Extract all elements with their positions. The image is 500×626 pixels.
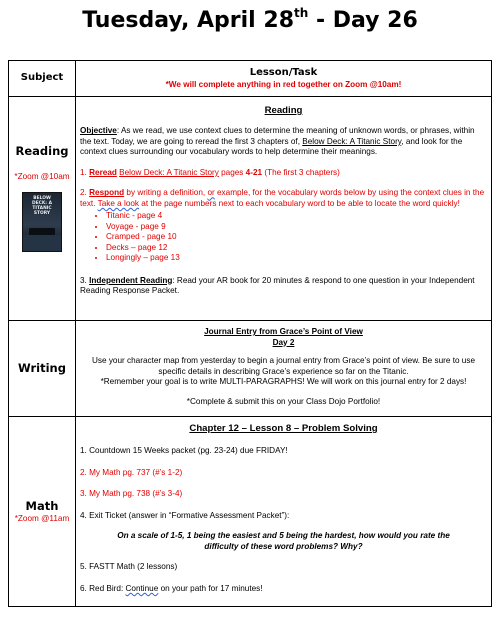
title-main: Tuesday, April 28 — [82, 8, 295, 33]
step2-text-1: by writing a definition, — [124, 188, 208, 198]
step1-num: 1. — [80, 167, 90, 177]
step3-text: : Read your AR book for 20 minutes & respond to one question in your Independent Reading Response Packet. — [80, 275, 475, 296]
writing-subject-cell — [9, 321, 76, 417]
step1-tail: (The first 3 chapters) — [262, 167, 340, 177]
writing-row — [9, 321, 492, 417]
step1-range: 4-21 — [245, 167, 263, 177]
reading-subject: Reading — [15, 144, 69, 158]
step3-label: Independent Reading — [89, 275, 173, 285]
book-cover-image — [22, 192, 62, 252]
objective-text-2: , and look for the context clues surrounding our vocabulary words to help determine their meanings. — [80, 136, 463, 157]
objective-text-1: : As we read, we use context clues to determine the meaning of unknown words, or phrases, within the text. Today, we are going to reread the first 3 chapters of, — [80, 126, 475, 146]
step1-label: Reread — [89, 167, 117, 177]
reading-task-cell — [76, 97, 492, 321]
header-task-cell — [76, 61, 492, 97]
step3-num: 3. — [80, 275, 90, 285]
math-row — [9, 417, 492, 607]
step2-take-a-look: Take a look — [97, 198, 140, 208]
title-rest: - Day 26 — [308, 8, 418, 33]
math-heading: Chapter 12 – Lesson 8 – Problem Solving — [189, 423, 378, 434]
writing-task-cell — [76, 321, 492, 417]
reading-objective — [80, 126, 487, 158]
objective-label: Objective — [80, 126, 117, 136]
math-item-4: 4. Exit Ticket (answer in “Formative Assessment Packet”): — [80, 510, 290, 520]
math-item-1: 1. Countdown 15 Weeks packet (pg. 23-24) due FRIDAY! — [80, 446, 288, 456]
step2-or: or — [207, 188, 215, 198]
math-item-2: 2. My Math pg. 737 (#’s 1-2) — [80, 467, 183, 477]
vocab-item: • Decks – page 12 — [106, 243, 487, 254]
reading-step-2 — [80, 188, 487, 209]
header-subject: Subject — [20, 72, 64, 84]
exit-ticket-question: On a scale of 1-5, 1 being the easiest and 5 being the hardest, how would you rate the difficulty of these word problems? Why? — [117, 531, 450, 551]
header-task: Lesson/Task — [249, 66, 318, 78]
header-row — [9, 61, 492, 97]
header-note: *We will complete anything in red together on Zoom @10am! — [165, 79, 402, 89]
continue-link: Continue — [125, 583, 159, 593]
writing-day: Day 2 — [272, 337, 295, 347]
vocab-item: • Longingly – page 13 — [106, 253, 487, 264]
vocab-list — [80, 211, 487, 264]
math-item-3: 3. My Math pg. 738 (#’s 3-4) — [80, 489, 183, 499]
page-title — [0, 8, 500, 33]
lesson-table — [8, 60, 492, 607]
math-item-6 — [80, 584, 487, 595]
writing-submit: *Complete & submit this on your Class Dojo Portfolio! — [186, 396, 381, 406]
writing-body: Use your character map from yesterday to begin a journal entry from Grace’s point of view. Be sure to use specific details in describing Grace’s experience so far on the Titanic. — [91, 356, 476, 376]
step2-text-2: example, for the vocabulary words below by using the context clues in the text. — [80, 188, 485, 208]
math-subject: Math — [25, 498, 59, 513]
vocab-item: • Voyage - page 9 — [106, 222, 487, 233]
math-task-cell — [76, 417, 492, 607]
title-superscript: th — [294, 6, 309, 20]
reading-subject-cell — [9, 97, 76, 321]
step2-label: Respond — [89, 188, 125, 198]
writing-reminder: *Remember your goal is to write MULTI-PARAGRAPHS! We will work on this journal entry for 2 days! — [100, 377, 467, 386]
header-subject-cell — [9, 61, 76, 97]
reading-step-1 — [80, 168, 487, 179]
math-zoom: *Zoom @11am — [14, 513, 70, 523]
step1-book: Below Deck: A Titanic Story — [119, 167, 219, 177]
objective-book: Below Deck: A Titanic Story — [302, 136, 402, 146]
reading-heading: Reading — [264, 105, 303, 116]
reading-row — [9, 97, 492, 321]
item6-post: on your path for 17 minutes! — [158, 583, 263, 593]
step2-text-3: at the page numbers next to each vocabulary word to be able to locate the word quickly! — [139, 198, 460, 208]
math-item-5: 5. FASTT Math (2 lessons) — [80, 562, 178, 572]
vocab-item: • Cramped - page 10 — [106, 232, 487, 243]
vocab-item: • Titanic - page 4 — [106, 211, 487, 222]
book-cover-title: BELOW DECK: A TITANIC STORY — [32, 196, 52, 217]
item6-pre: 6. Red Bird: — [80, 583, 126, 593]
ship-silhouette — [29, 228, 55, 235]
step1-pages: pages — [218, 167, 246, 177]
math-subject-cell — [9, 417, 76, 607]
sea-shape — [23, 235, 61, 251]
writing-heading: Journal Entry from Grace’s Point of View — [204, 327, 363, 336]
reading-step-3 — [80, 276, 487, 297]
step2-num: 2. — [80, 188, 90, 198]
reading-zoom: *Zoom @10am — [14, 171, 70, 181]
writing-subject: Writing — [18, 361, 66, 376]
